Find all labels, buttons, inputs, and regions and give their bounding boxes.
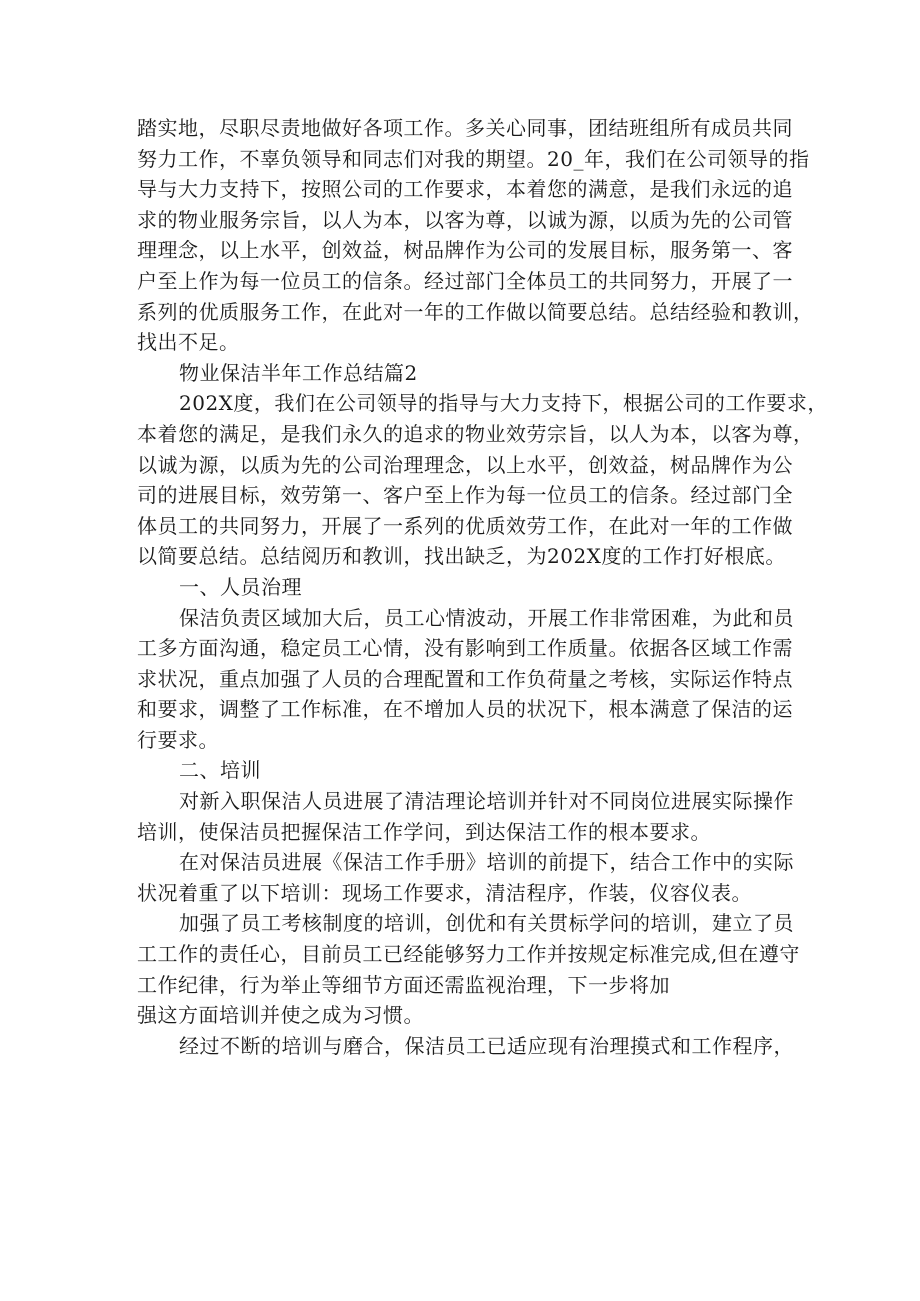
paragraph-2 xyxy=(137,388,828,572)
text-line: 系列的优质服务工作，在此对一年的工作做以简要总结。总结经验和教训， xyxy=(137,299,814,324)
text-line: 202X度，我们在公司领导的指导与大力支持下，根据公司的工作要求， xyxy=(179,391,828,416)
text-line: 经过不断的培训与磨合，保洁员工已适应现有治理摸式和工作程序， xyxy=(179,1033,794,1058)
text-line: 工多方面沟通，稳定员工心情，没有影响到工作质量。依据各区域工作需 xyxy=(137,636,793,661)
heading-personnel: 一、人员治理 xyxy=(179,574,302,599)
text-line: 保洁负责区域加大后，员工心情波动，开展工作非常困难，为此和员 xyxy=(179,605,794,630)
text-line: 加强了员工考核制度的培训，创优和有关贯标学问的培训，建立了员 xyxy=(179,911,794,936)
text-line: 对新入职保洁人员进展了清洁理论培训并针对不同岗位进展实际操作 xyxy=(179,789,794,814)
text-line: 本着您的满足，是我们永久的追求的物业效劳宗旨，以人为本，以客为尊， xyxy=(137,421,814,446)
text-line: 培训，使保洁员把握保洁工作学问，到达保洁工作的根本要求。 xyxy=(137,819,711,844)
text-line: 以诚为源，以质为先的公司治理理念，以上水平，创效益，树品牌作为公 xyxy=(137,452,793,477)
section-title: 物业保洁半年工作总结篇2 xyxy=(179,360,418,385)
paragraph-4 xyxy=(137,786,797,847)
document-body xyxy=(137,113,828,1061)
text-line: 司的进展目标，效劳第一、客户至上作为每一位员工的信条。经过部门全 xyxy=(137,483,793,508)
text-line: 理理念，以上水平，创效益，树品牌作为公司的发展目标，服务第一、客 xyxy=(137,238,793,263)
text-line: 求状况，重点加强了人员的合理配置和工作负荷量之考核，实际运作特点 xyxy=(137,666,793,691)
paragraph-5 xyxy=(137,847,797,908)
paragraph-7 xyxy=(137,1031,797,1062)
heading-training: 二、培训 xyxy=(179,758,261,783)
text-line: 踏实地，尽职尽责地做好各项工作。多关心同事，团结班组所有成员共同 xyxy=(137,116,793,140)
text-line: 状况着重了以下培训：现场工作要求，清洁程序，作装，仪容仪表。 xyxy=(137,880,752,905)
paragraph-3 xyxy=(137,603,797,756)
text-line: 求的物业服务宗旨，以人为本，以客为尊，以诚为源，以质为先的公司管 xyxy=(137,207,793,232)
text-line: 户至上作为每一位员工的信条。经过部门全体员工的共同努力，开展了一 xyxy=(137,268,793,293)
text-line: 行要求。 xyxy=(137,727,219,752)
text-line: 努力工作，不辜负领导和同志们对我的期望。20_年，我们在公司领导的指 xyxy=(137,146,810,171)
text-line: 找出不足。 xyxy=(137,330,240,355)
paragraph-6 xyxy=(137,908,800,1030)
intro-paragraph xyxy=(137,113,814,358)
text-line: 以简要总结。总结阅历和教训，找出缺乏，为202X度的工作打好根底。 xyxy=(137,544,786,569)
text-line: 强这方面培训并使之成为习惯。 xyxy=(137,1003,424,1028)
text-line: 导与大力支持下，按照公司的工作要求，本着您的满意，是我们永远的追 xyxy=(137,177,793,202)
text-line: 体员工的共同努力，开展了一系列的优质效劳工作，在此对一年的工作做 xyxy=(137,513,793,538)
text-line: 和要求，调整了工作标准，在不增加人员的状况下，根本满意了保洁的运 xyxy=(137,697,793,722)
text-line: 工作纪律，行为举止等细节方面还需监视治理，下一步将加 xyxy=(137,972,670,997)
text-line: 工工作的责任心，目前员工已经能够努力工作并按规定标准完成,但在遵守 xyxy=(137,942,800,967)
text-line: 在对保洁员进展《保洁工作手册》培训的前提下，结合工作中的实际 xyxy=(179,850,794,875)
